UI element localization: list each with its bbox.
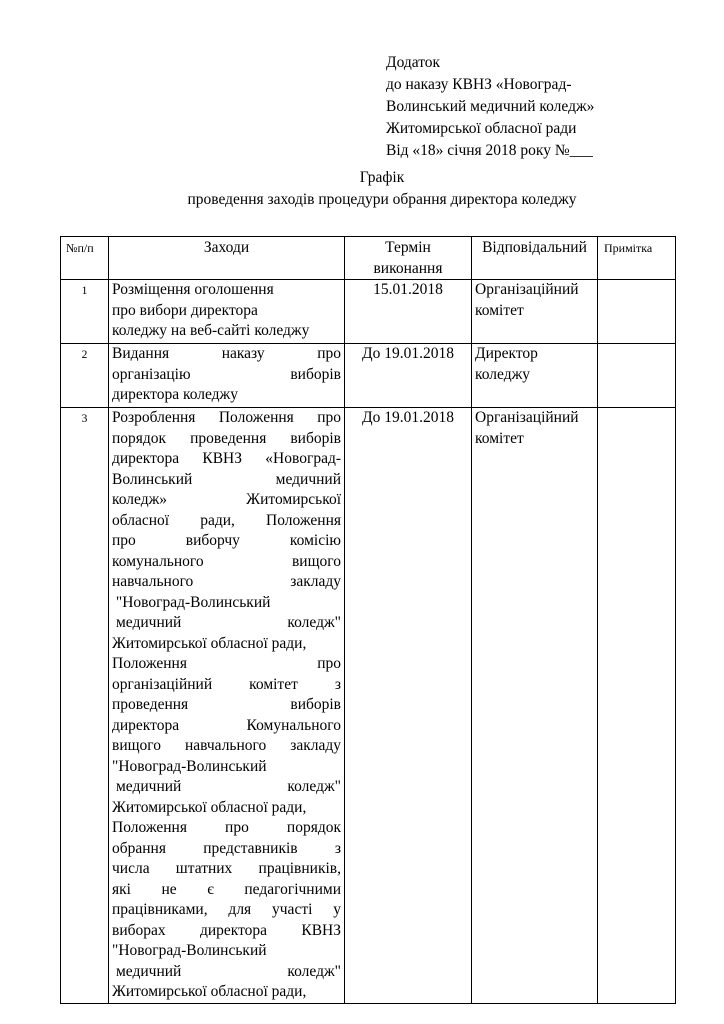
table-row [61,344,676,408]
measure-line: "Новоград-Волинський [112,942,267,959]
appendix-line: до наказу КВНЗ «Новоград- [386,76,572,93]
responsible-line: Організаційний [475,409,579,426]
row-num: 3 [61,408,109,1004]
appendix-block [386,52,594,162]
measure-line: медичний коледж" [116,962,341,980]
measure-line: про виборчу комісію [112,532,341,549]
measure-line: "Новоград-Волинський [112,593,271,611]
measure-line: числа штатних працівників, [112,860,341,877]
row-term: 15.01.2018 [345,280,472,344]
measure-line: Розміщення оголошення [112,281,274,298]
row-measure [109,408,345,1004]
measure-line: організаційний комітет з [112,675,341,693]
responsible-line: Директор [475,345,538,362]
row-num: 2 [61,344,109,408]
measure-line: про вибори директора [112,301,258,319]
measure-line: які не є педагогічними [112,880,341,898]
measure-line: медичний коледж" [116,614,341,631]
header-note: Примітка [598,237,676,280]
schedule-table [60,236,676,1004]
row-term: До 19.01.2018 [345,408,472,1004]
measure-line: Видання наказу про [112,345,341,362]
measure-line: коледж» Житомирської [112,491,341,508]
row-measure [109,344,345,408]
row-note [598,344,676,408]
row-responsible [472,280,598,344]
appendix-line: Додаток [386,54,441,71]
measure-line: вищого навчального закладу [112,737,341,754]
row-term: До 19.01.2018 [345,344,472,408]
measure-line: обрання представників з [112,839,341,857]
measure-line: порядок проведення виборів [112,429,341,447]
measure-line: коледжу на веб-сайті коледжу [112,322,310,339]
header-term [345,237,472,280]
measure-line: виборах директора КВНЗ [112,921,341,939]
measure-line: Положення про [112,655,341,672]
responsible-line: комітет [475,301,524,319]
header-responsible: Відповідальний [472,237,598,280]
appendix-line: Житомирської обласної ради [386,120,577,137]
measure-line: Житомирської обласної ради, [112,983,307,1000]
header-term-line: Термін [385,239,431,256]
row-note [598,408,676,1004]
row-measure [109,280,345,344]
measure-line: Житомирської обласної ради, [112,798,307,816]
document-title: Графік [359,169,405,186]
measure-line: комунального вищого [112,552,341,570]
responsible-line: комітет [475,429,524,447]
table-header-row [61,237,676,280]
measure-line: проведення виборів [112,696,341,713]
measure-line: директора коледжу [112,386,239,403]
measure-line: "Новоград-Волинський [112,757,267,775]
table-row [61,408,676,1004]
measure-line: директора КВНЗ «Новоград- [112,450,341,467]
measure-line: директора Комунального [112,716,341,734]
measure-line: Житомирської обласної ради, [112,634,307,652]
row-responsible [472,408,598,1004]
header-num: №п/п [61,237,109,280]
header-term-line: виконання [373,259,443,277]
measure-line: навчального закладу [112,573,341,590]
document-title-block [0,167,724,211]
responsible-line: коледжу [475,365,531,383]
appendix-line: Від «18» січня 2018 року №___ [386,142,593,159]
row-responsible [472,344,598,408]
measure-line: організацію виборів [112,365,341,383]
document-subtitle: проведення заходів процедури обрання директора коледжу [187,191,577,208]
measure-line: обласної ради, Положення [112,511,341,529]
measure-line: Волинський медичний [112,470,341,488]
row-num: 1 [61,280,109,344]
measure-line: Положення про порядок [112,819,341,836]
row-note [598,280,676,344]
appendix-line: Волинський медичний коледж» [386,98,595,115]
table-row [61,280,676,344]
measure-line: працівниками, для участі у [112,901,341,918]
measure-line: медичний коледж" [116,778,341,795]
measure-line: Розроблення Положення про [112,409,341,426]
responsible-line: Організаційний [475,281,579,298]
header-measures: Заходи [109,237,345,280]
